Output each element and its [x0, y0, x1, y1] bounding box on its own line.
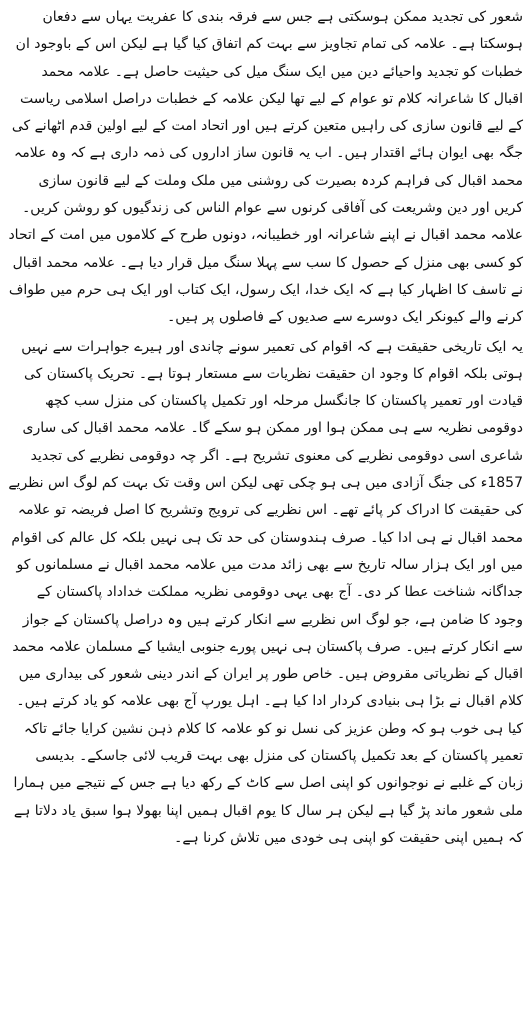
paragraph-2: یہ ایک تاریخی حقیقت ہے کہ اقوام کی تعمیر سونے چاندی اور ہیرے جواہرات سے نہیں ہوتی بلکہ اقوام کا وجود ان حقیقت نظریات سے مستعار ہوتا ہے۔ تحریک پاکستان کی قیادت اور تعمیر پاکستان کا جانگسل مرحلہ اور تکمیل پاکستان کی منزل سب کچھ دوقومی نظریہ سے ہی ممکن ہوا اور ممکن ہو سکے گا۔ علامہ محمد اقبال کی ساری شاعری اسی دوقومی نظریے کی معنوی تشریح ہے۔ اگر چہ دوقومی نظریے کی تجدید 1857ء کی جنگ آزادی میں ہی ہو چکی تھی لیکن اس وقت تک بہت کم لوگ اس نظریے کی حقیقت کا ادراک کر پائے تھے۔ اس نظریے کی ترویج وتشریح کا اصل فریضہ تو علامہ محمد اقبال نے ہی ادا کیا۔ صرف ہندوستان کی حد تک ہی نہیں بلکہ کل عالم کی اقوام میں اور ایک ہزار سالہ تاریخ سے بھی زائد مدت میں علامہ محمد اقبال نے مسلمانوں کو جداگانہ شناخت عطا کر دی۔ آج بھی یہی دوقومی نظریہ مملکت خداداد پاکستان کے وجود کا ضامن ہے، جو لوگ اس نظریے سے انکار کرتے ہیں وہ دراصل پاکستان کے جواز سے انکار کرتے ہیں۔ صرف پاکستان ہی نہیں پورے جنوبی ایشیا کے مسلمان علامہ محمد اقبال کے نظریاتی مقروض ہیں۔ خاص طور پر ایران کے اندر دینی شعور کی بیداری میں کلام اقبال نے بڑا ہی بنیادی کردار ادا کیا ہے۔ اہل یورپ آج بھی علامہ کو یاد کرتے ہیں۔ کیا ہی خوب ہو کہ وطن عزیز کی نسل نو کو علامہ کا کلام ذہن نشین کرایا جائے تاکہ تعمیر پاکستان کے بعد تکمیل پاکستان کی منزل بھی بہت قریب لائی جاسکے۔ بدیسی زبان کے غلبے نے نوجوانوں کو اپنی اصل سے کاٹ کے رکھ دیا ہے جس کے نتیجے میں ہمارا ملی شعور ماند پڑ گیا ہے لیکن ہر سال کا یوم اقبال ہمیں اپنا بھولا ہوا سبق یاد دلاتا ہے کہ ہمیں اپنی حقیقت کو اپنی ہی خودی میں تلاش کرنا ہے۔ [8, 338, 523, 846]
paragraph-1: شعور کی تجدید ممکن ہوسکتی ہے جس سے فرقہ بندی کا عفریت یہاں سے دفعان ہوسکتا ہے۔ علامہ کی تمام تجاویز سے بہت کم اتفاق کیا گیا ہے لیکن اس کے باوجود ان خطبات کو تجدید واحیائے دین میں ایک سنگ میل کی حیثیت حاصل ہے۔ علامہ محمد اقبال کا شاعرانہ کلام تو عوام کے لیے تھا لیکن علامہ کے خطبات دراصل اسلامی ریاست کے لیے قانون سازی کی راہیں متعین کرتے ہیں اور اتحاد امت کے لیے اولین قدم اٹھانے کی جگہ بھی ایوان ہائے اقتدار ہیں۔ اب یہ قانون ساز اداروں کی ذمہ داری ہے کہ وہ علامہ محمد اقبال کی فراہم کردہ بصیرت کی روشنی میں ملک وملت کے لیے قانون سازی کریں اور دین وشریعت کی آفاقی کرنوں سے عوام الناس کی زندگیوں کو روشن کریں۔ علامہ محمد اقبال نے اپنے شاعرانہ اور خطیبانہ، دونوں طرح کے کلاموں میں امت کے اتحاد کو کسی بھی منزل کے حصول کا سب سے پہلا سنگ میل قرار دیا ہے۔ علامہ محمد اقبال نے تاسف کا اظہار کیا ہے کہ ایک خدا، ایک رسول، ایک کتاب اور ایک ہی حرم میں طواف کرنے والے کیونکر ایک دوسرے سے صدیوں کے فاصلوں پر ہیں۔ [8, 9, 523, 326]
